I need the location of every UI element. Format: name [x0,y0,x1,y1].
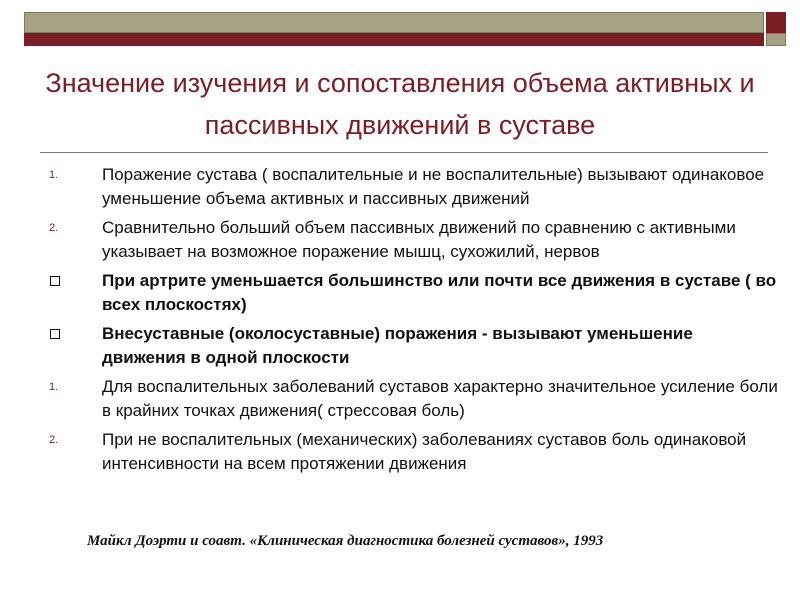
header-bar-olive [24,12,764,33]
item-text: При не воспалительных (механических) заболеваниях суставов боль одинаковой интенсивности на всем протяжении движения [102,430,747,473]
item-text: Внесуставные (околосуставные) поражения - вызывают уменьшение движения в одной плоскости [102,324,693,367]
list-item [40,216,780,264]
title-divider [40,152,768,153]
item-marker: 1. [49,169,59,181]
list-item [40,375,780,423]
content-list [40,163,780,481]
header-square-maroon [766,12,786,33]
list-item [40,322,780,370]
square-bullet-icon [50,329,60,339]
list-item [40,269,780,317]
list-item [40,428,780,476]
source-citation: Майкл Доэрти и соавт. «Клиническая диагностика болезней суставов», 1993 [87,533,604,549]
item-marker: 2. [49,434,59,446]
header-square-olive [766,33,786,46]
item-text: Сравнительно больший объем пассивных движений по сравнению с активными указывает на возможное поражение мышц, сухожилий, нервов [102,218,736,261]
item-text: При артрите уменьшается большинство или почти все движения в суставе ( во всех плоскостях) [102,271,777,314]
item-marker: 1. [49,381,59,393]
square-bullet-icon [50,276,60,286]
item-marker: 2. [49,222,59,234]
slide-title: Значение изучения и сопоставления объема активных и пассивных движений в суставе [45,68,755,140]
item-text: Поражение сустава ( воспалительные и не воспалительные) вызывают одинаковое уменьшение объема активных и пассивных движений [102,165,765,208]
header-bar-maroon [24,33,764,46]
item-text: Для воспалительных заболеваний суставов характерно значительное усиление боли в крайних точках движения( стрессовая боль) [102,377,778,420]
list-item [40,163,780,211]
